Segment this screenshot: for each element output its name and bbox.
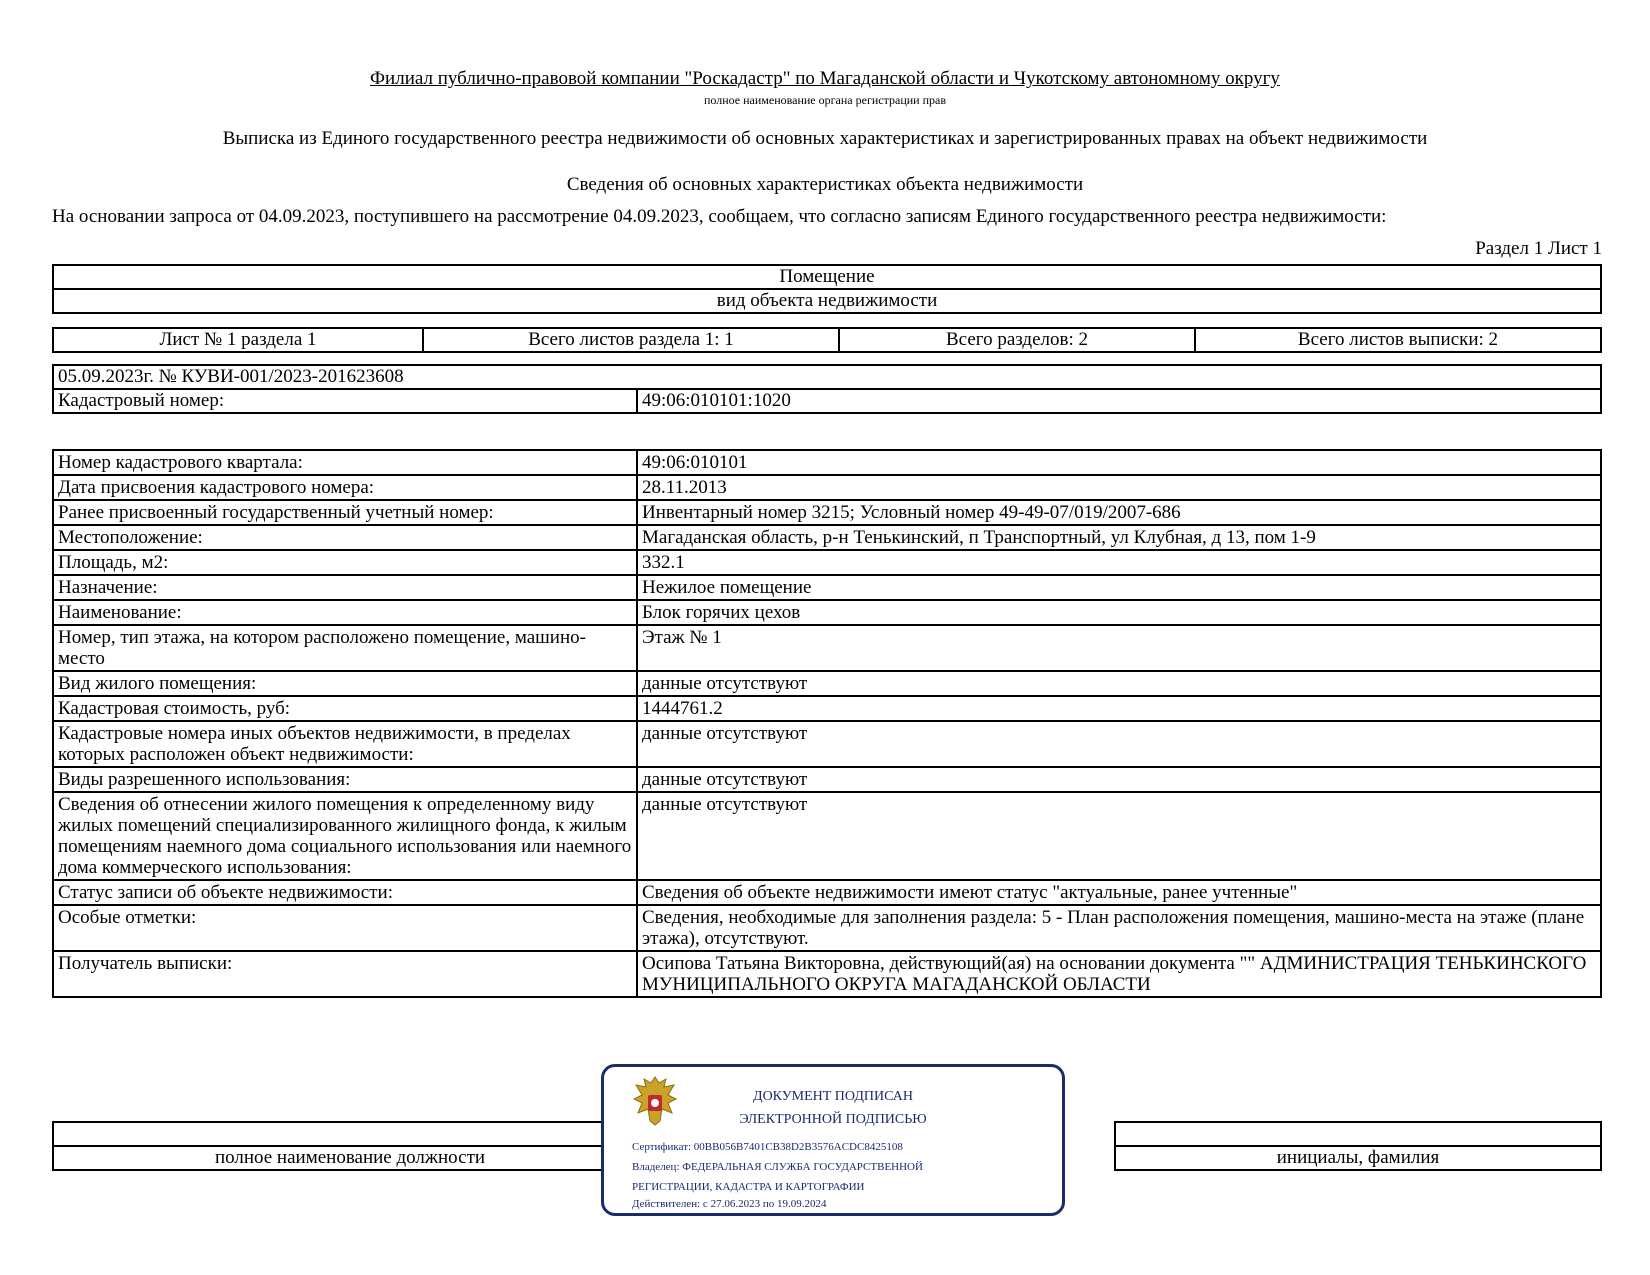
row-value: данные отсутствуют [637, 671, 1601, 696]
row-key: Номер, тип этажа, на котором расположено помещение, машино-место [53, 625, 637, 671]
row-value: 1444761.2 [637, 696, 1601, 721]
table-row [53, 721, 1601, 767]
table-row [53, 550, 1601, 575]
stamp-certificate: Сертификат: 00BB056B7401CB38D2B3576ACDC8425108 [632, 1141, 903, 1153]
row-key: Ранее присвоенный государственный учетный номер: [53, 500, 637, 525]
sheet-number: Лист № 1 раздела 1 [53, 328, 423, 352]
table-row [53, 696, 1601, 721]
object-kind-caption: вид объекта недвижимости [53, 289, 1601, 313]
row-key: Получатель выписки: [53, 951, 637, 997]
stamp-owner-line1: Владелец: ФЕДЕРАЛЬНАЯ СЛУЖБА ГОСУДАРСТВЕННОЙ [632, 1161, 923, 1173]
object-kind-table [52, 264, 1602, 314]
stamp-validity: Действителен: с 27.06.2023 по 19.09.2024 [632, 1198, 827, 1210]
record-date-number: 05.09.2023г. № КУВИ-001/2023-201623608 [53, 365, 1601, 389]
cadastral-label: Кадастровый номер: [53, 389, 637, 413]
position-caption: полное наименование должности [53, 1146, 647, 1170]
table-row [53, 575, 1601, 600]
electronic-signature-stamp [601, 1064, 1065, 1216]
table-row [53, 525, 1601, 550]
row-value: данные отсутствуют [637, 767, 1601, 792]
row-key: Местоположение: [53, 525, 637, 550]
total-sheets-extract: Всего листов выписки: 2 [1195, 328, 1601, 352]
row-key: Кадастровая стоимость, руб: [53, 696, 637, 721]
row-key: Назначение: [53, 575, 637, 600]
row-value: Магаданская область, р-н Тенькинский, п Транспортный, ул Клубная, д 13, пом 1-9 [637, 525, 1601, 550]
row-key: Вид жилого помещения: [53, 671, 637, 696]
document-title: Выписка из Единого государственного реестра недвижимости об основных характеристиках и зарегистрированных правах на объект недвижимости [222, 128, 1428, 149]
row-value: данные отсутствуют [637, 721, 1601, 767]
organization-caption: полное наименование органа регистрации прав [703, 93, 947, 107]
stamp-owner-line2: РЕГИСТРАЦИИ, КАДАСТРА И КАРТОГРАФИИ [632, 1181, 865, 1193]
cadastral-value: 49:06:010101:1020 [637, 389, 1601, 413]
section-sheet-label: Раздел 1 Лист 1 [1475, 238, 1602, 259]
table-row [53, 951, 1601, 997]
row-key: Виды разрешенного использования: [53, 767, 637, 792]
row-value: 28.11.2013 [637, 475, 1601, 500]
row-key: Площадь, м2: [53, 550, 637, 575]
table-row [53, 880, 1601, 905]
row-key: Дата присвоения кадастрового номера: [53, 475, 637, 500]
row-key: Сведения об отнесении жилого помещения к определенному виду жилых помещений специализированного жилищного фонда, к жилым помещениям наемного дома социального использования или наемного дома коммерческого использования: [53, 792, 637, 880]
row-value: 332.1 [637, 550, 1601, 575]
row-key: Кадастровые номера иных объектов недвижимости, в пределах которых расположен объект недвижимости: [53, 721, 637, 767]
table-row [53, 450, 1601, 475]
table-row [53, 767, 1601, 792]
row-value: Сведения об объекте недвижимости имеют статус "актуальные, ранее учтенные" [637, 880, 1601, 905]
row-value: Этаж № 1 [637, 625, 1601, 671]
row-key: Статус записи об объекте недвижимости: [53, 880, 637, 905]
section-title: Сведения об основных характеристиках объекта недвижимости [566, 174, 1084, 195]
table-row [53, 792, 1601, 880]
table-row [53, 500, 1601, 525]
total-sections: Всего разделов: 2 [839, 328, 1195, 352]
row-value: 49:06:010101 [637, 450, 1601, 475]
row-key: Наименование: [53, 600, 637, 625]
position-cell [53, 1122, 647, 1146]
intro-text: На основании запроса от 04.09.2023, поступившего на рассмотрение 04.09.2023, сообщаем, что согласно записям Единого государственного реестра недвижимости: [52, 206, 1387, 227]
row-key: Номер кадастрового квартала: [53, 450, 637, 475]
row-key: Особые отметки: [53, 905, 637, 951]
row-value: Инвентарный номер 3215; Условный номер 49-49-07/019/2007-686 [637, 500, 1601, 525]
stamp-line1: ДОКУМЕНТ ПОДПИСАН [753, 1089, 913, 1104]
table-row [53, 475, 1601, 500]
name-cell [1115, 1122, 1601, 1146]
row-value: данные отсутствуют [637, 792, 1601, 880]
record-table [52, 364, 1602, 414]
name-caption: инициалы, фамилия [1115, 1146, 1601, 1170]
row-value: Блок горячих цехов [637, 600, 1601, 625]
stamp-line2: ЭЛЕКТРОННОЙ ПОДПИСЬЮ [739, 1112, 927, 1127]
row-value: Сведения, необходимые для заполнения раздела: 5 - План расположения помещения, машино-места на этаже (плане этажа), отсутствуют. [637, 905, 1601, 951]
characteristics-table [52, 449, 1602, 998]
table-row [53, 671, 1601, 696]
object-kind-value: Помещение [53, 265, 1601, 289]
row-value: Нежилое помещение [637, 575, 1601, 600]
table-row [53, 905, 1601, 951]
total-sheets-section: Всего листов раздела 1: 1 [423, 328, 839, 352]
table-row [53, 625, 1601, 671]
row-value: Осипова Татьяна Викторовна, действующий(ая) на основании документа "" АДМИНИСТРАЦИЯ ТЕНЬКИНСКОГО МУНИЦИПАЛЬНОГО ОКРУГА МАГАДАНСКОЙ ОБЛАСТИ [637, 951, 1601, 997]
sheet-info-table [52, 327, 1602, 353]
organization-name: Филиал публично-правовой компании "Роскадастр" по Магаданской области и Чукотскому автономному округу [370, 68, 1280, 89]
table-row [53, 600, 1601, 625]
